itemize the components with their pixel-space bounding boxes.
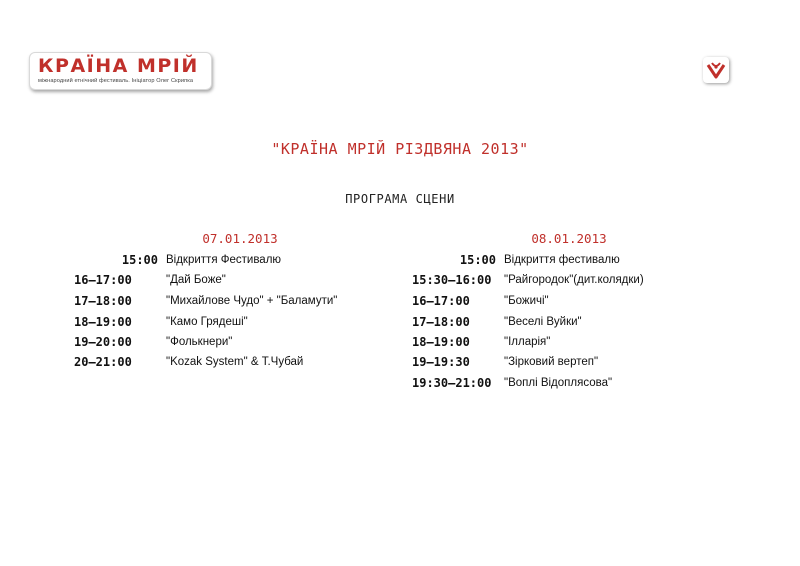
day1-date: 07.01.2013 — [202, 231, 278, 246]
logo-title: КРАЇНА МРІЙ — [38, 55, 199, 77]
schedule-time: 17–18:00 — [412, 315, 470, 329]
schedule-event: "Михайлове Чудо" + "Баламути" — [166, 295, 338, 307]
schedule-event: "Kozak System" & Т.Чубай — [166, 356, 304, 368]
day2-date: 08.01.2013 — [531, 231, 607, 246]
festival-logo — [29, 52, 212, 90]
page-title: "КРАЇНА МРІЙ РІЗДВЯНА 2013" — [271, 140, 529, 158]
schedule-event: "Веселі Вуйки" — [504, 316, 582, 328]
schedule-event: Відкриття Фестивалю — [166, 254, 282, 266]
schedule-time: 15:30–16:00 — [412, 273, 492, 287]
schedule-event: "Камо Грядеші" — [166, 316, 248, 328]
schedule-event: Відкриття фестивалю — [504, 254, 620, 266]
schedule-event: "Воплі Відоплясова" — [504, 377, 613, 389]
schedule-time: 16–17:00 — [412, 294, 470, 308]
schedule-time: 17–18:00 — [74, 294, 132, 308]
schedule-time: 18–19:00 — [412, 335, 470, 349]
page-subtitle: ПРОГРАМА СЦЕНИ — [345, 192, 455, 206]
schedule-event: "Дай Боже" — [166, 274, 226, 286]
schedule-event: "Фолькнери" — [166, 336, 233, 348]
logo-subtitle: міжнародний етнічний фестиваль. Ініціатор Олег Скрипка — [38, 78, 194, 84]
schedule-time: 16–17:00 — [74, 273, 132, 287]
schedule-time: 19:30–21:00 — [412, 376, 492, 390]
corner-emblem-icon — [703, 57, 729, 83]
schedule-time: 18–19:00 — [74, 315, 132, 329]
schedule-time: 20–21:00 — [74, 355, 132, 369]
schedule-time: 19–20:00 — [74, 335, 132, 349]
schedule-event: "Ілларія" — [504, 336, 551, 348]
schedule-time: 19–19:30 — [412, 355, 470, 369]
schedule-time: 15:00 — [459, 253, 496, 267]
schedule-time: 15:00 — [121, 253, 158, 267]
schedule-event: "Райгородок"(дит.колядки) — [504, 274, 644, 286]
schedule-event: "Божичі" — [504, 295, 549, 307]
schedule-event: "Зірковий вертеп" — [504, 356, 599, 368]
